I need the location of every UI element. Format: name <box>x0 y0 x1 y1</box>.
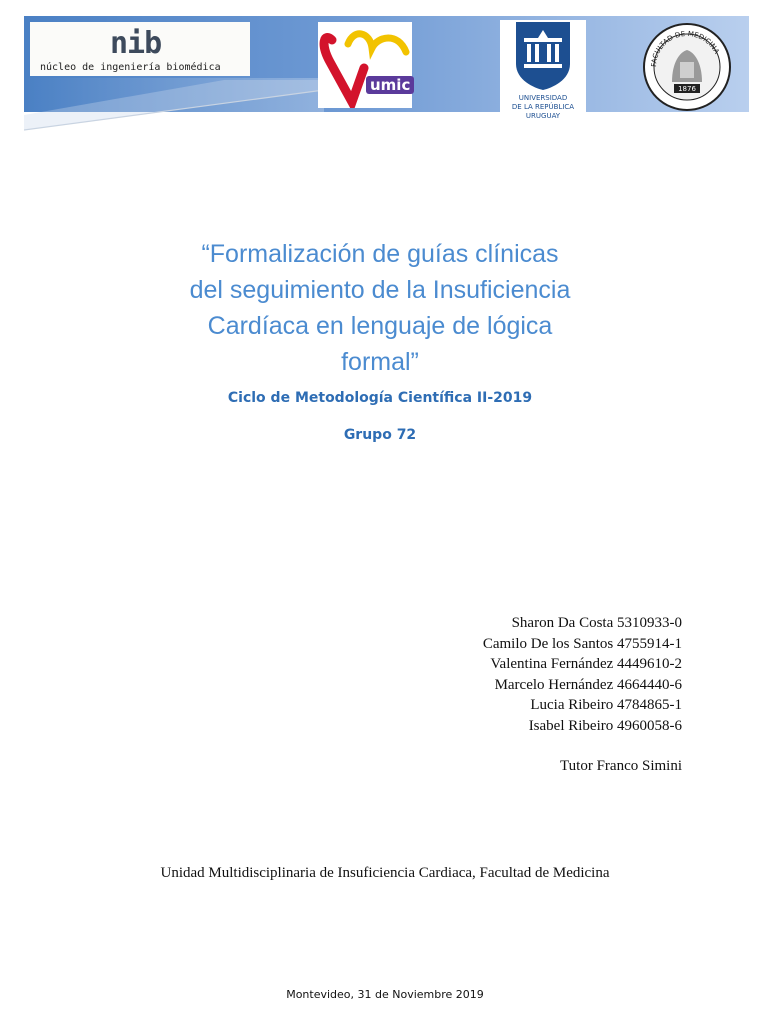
udelar-logo-text <box>500 94 586 121</box>
place-and-date: Montevideo, 31 de Noviembre 2019 <box>286 988 484 1001</box>
nib-logo <box>30 22 250 76</box>
course-name: Ciclo de Metodología Científica II-2019 <box>227 390 533 406</box>
udelar-logo <box>500 20 586 120</box>
umic-logo <box>318 22 412 108</box>
udelar-line-2: DE LA REPÚBLICA <box>511 103 575 111</box>
member-entry: Lucia Ribeiro 4784865-1 <box>530 697 682 713</box>
institution-unit: Unidad Multidisciplinaria de Insuficiencia Cardiaca, Facultad de Medicina <box>160 865 610 881</box>
members-list <box>483 613 682 736</box>
member-entry: Isabel Ribeiro 4960058-6 <box>528 717 682 734</box>
title-line: “Formalización de guías clínicas <box>201 240 559 268</box>
tutor-name: Tutor Franco Simini <box>560 758 682 774</box>
umic-logo-text: umic <box>366 76 414 94</box>
facultad-de-medicina-seal <box>642 22 732 112</box>
document-title <box>130 236 630 380</box>
title-line: formal” <box>341 348 419 376</box>
header-sweep-decoration <box>24 80 324 140</box>
title-line: Cardíaca en lenguaje de lógica <box>207 312 553 340</box>
udelar-shield-icon <box>500 20 586 92</box>
title-line: del seguimiento de la Insuficiencia <box>189 276 571 304</box>
nib-logo-subtitle: núcleo de ingeniería biomédica <box>40 62 221 73</box>
group-number: Grupo 72 <box>343 427 417 443</box>
member-entry: Valentina Fernández 4449610-2 <box>490 656 682 672</box>
member-entry: Sharon Da Costa 5310933-0 <box>511 615 682 631</box>
nib-logo-mark: nib <box>110 26 162 61</box>
umic-heart-icon <box>318 22 412 108</box>
udelar-line-3: URUGUAY <box>525 112 561 120</box>
seal-year: 1876 <box>678 85 696 93</box>
member-entry: Camilo De los Santos 4755914-1 <box>482 635 682 652</box>
seal-arc-text: FACULTAD DE MEDICINA <box>649 29 721 68</box>
udelar-line-1: UNIVERSIDAD <box>518 94 568 102</box>
member-entry: Marcelo Hernández 4664440-6 <box>494 676 682 693</box>
